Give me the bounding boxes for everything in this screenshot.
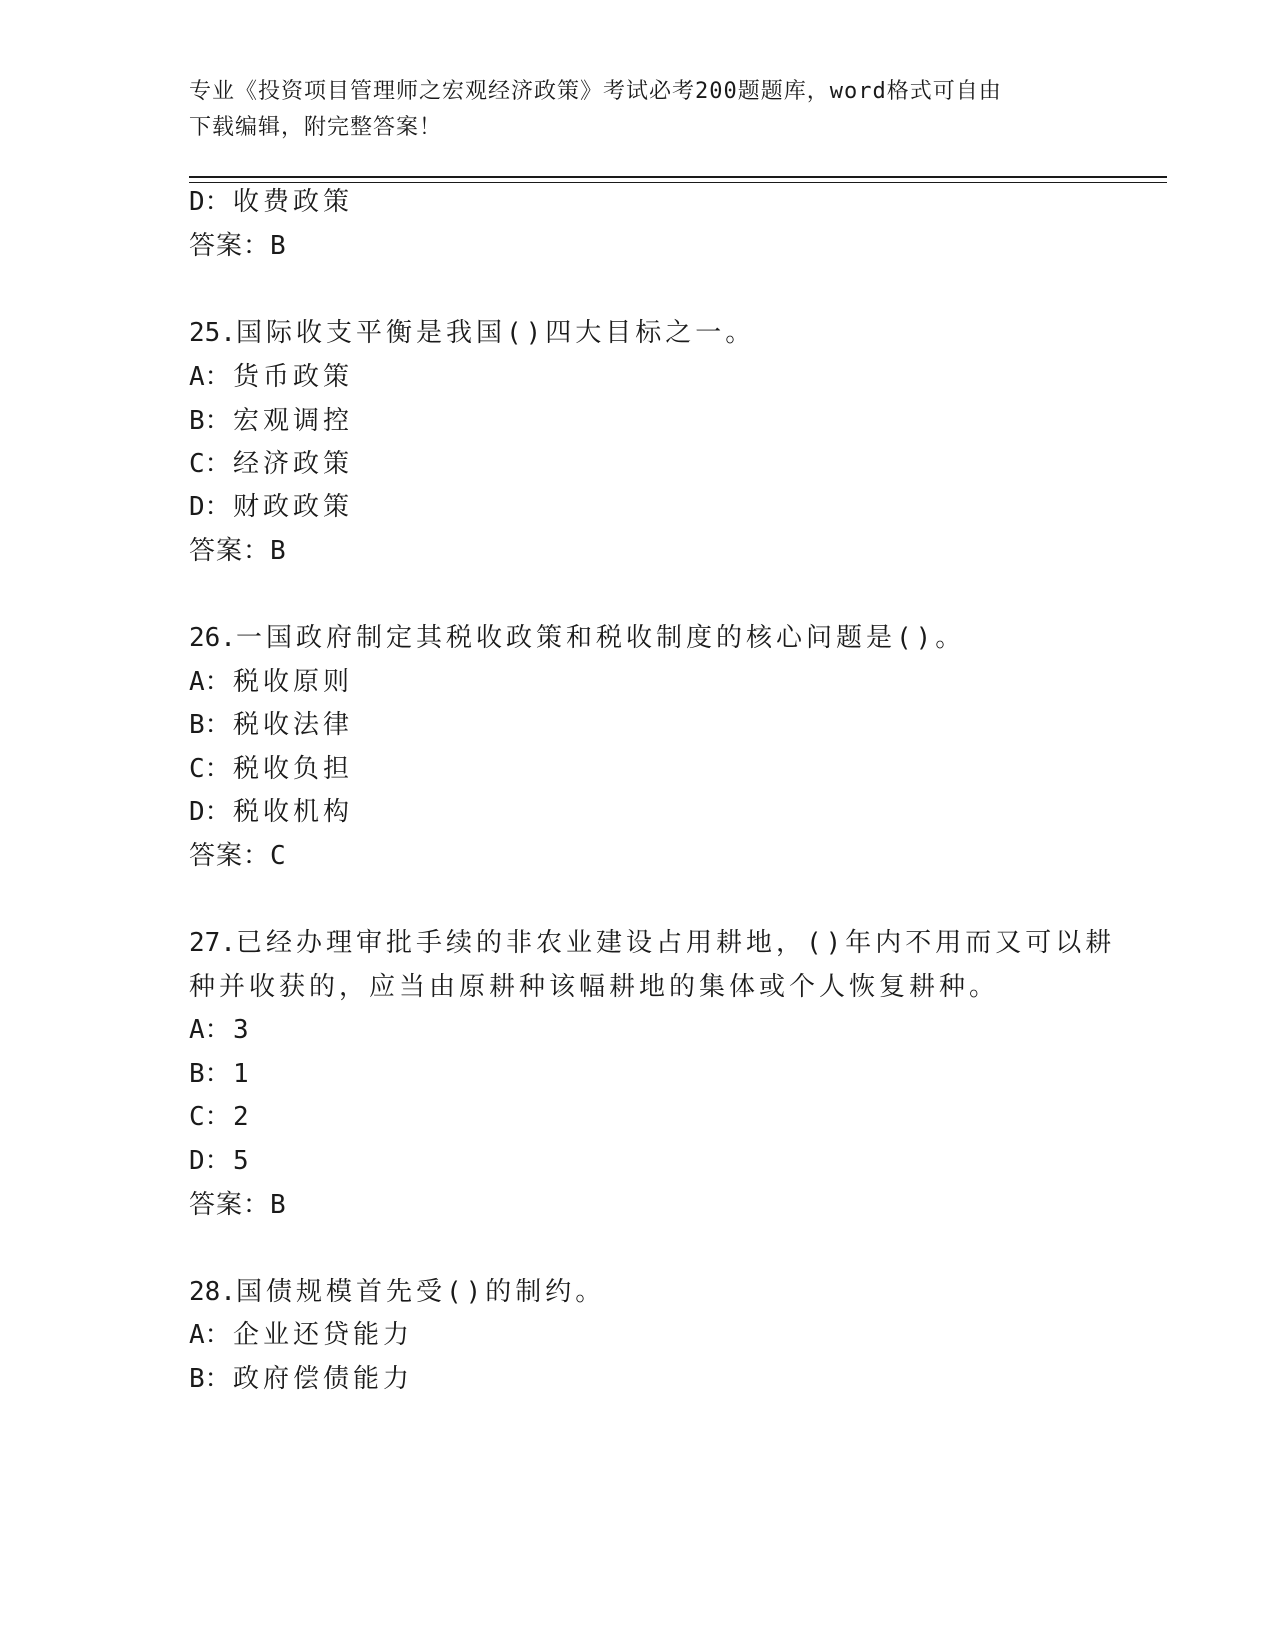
question-text: 已经办理审批手续的非农业建设占用耕地，()年内不用而又可以耕 [235, 928, 1116, 958]
option-key: A： [189, 1015, 231, 1045]
question-27-option-d [189, 1145, 253, 1177]
question-27-stem-line-1 [189, 927, 1115, 959]
option-key: A： [189, 667, 231, 697]
question-26-option-d [189, 796, 353, 828]
question-25-option-a [189, 361, 353, 393]
header-line-1: 专业《投资项目管理师之宏观经济政策》考试必考200题题库，word格式可自由 [189, 79, 1002, 104]
question-25-option-d [189, 491, 353, 523]
option-text: 政府偿债能力 [233, 1364, 414, 1394]
option-key: C： [189, 449, 231, 479]
question-number: 25. [189, 318, 236, 348]
question-28-option-b [189, 1363, 413, 1395]
question-26-option-b [189, 709, 353, 741]
option-key: B： [189, 710, 231, 740]
question-26-option-c [189, 753, 353, 785]
option-key: D： [189, 797, 231, 827]
question-27-option-c [189, 1101, 253, 1133]
header-divider-thick [189, 176, 1167, 178]
option-text: 宏观调控 [233, 406, 354, 436]
option-key: B： [189, 1059, 231, 1089]
question-text: 国债规模首先受()的制约。 [235, 1277, 606, 1307]
option-text: 税收法律 [233, 710, 354, 740]
question-text: 国际收支平衡是我国()四大目标之一。 [235, 318, 756, 348]
header-line-2: 下载编辑，附完整答案！ [189, 115, 443, 140]
option-text: 税收机构 [233, 797, 354, 827]
prev-option-d [189, 186, 353, 218]
question-26-option-a [189, 666, 353, 698]
question-28-stem [189, 1276, 605, 1308]
question-text: 一国政府制定其税收政策和税收制度的核心问题是()。 [235, 623, 966, 653]
option-key: B： [189, 1364, 231, 1394]
option-text: 3 [233, 1015, 253, 1045]
option-key: D： [189, 1146, 231, 1176]
option-text: 税收原则 [233, 667, 354, 697]
option-text: 货币政策 [233, 362, 354, 392]
option-key: D： [189, 187, 231, 217]
header-divider-thin [189, 182, 1167, 183]
option-key: A： [189, 1320, 231, 1350]
question-27-answer: 答案：B [189, 1190, 287, 1220]
question-25-option-c [189, 448, 353, 480]
question-25-stem [189, 317, 755, 349]
question-number: 26. [189, 623, 236, 653]
question-25-answer: 答案：B [189, 536, 287, 566]
option-text: 收费政策 [233, 187, 354, 217]
option-text: 1 [233, 1059, 253, 1089]
question-28-option-a [189, 1319, 413, 1351]
option-text: 财政政策 [233, 492, 354, 522]
option-key: A： [189, 362, 231, 392]
option-key: C： [189, 1102, 231, 1132]
question-25-option-b [189, 405, 353, 437]
question-number: 28. [189, 1277, 236, 1307]
question-26-answer: 答案：C [189, 841, 287, 871]
option-key: C： [189, 754, 231, 784]
question-27-option-b [189, 1058, 253, 1090]
option-text: 5 [233, 1146, 253, 1176]
prev-answer: 答案：B [189, 231, 287, 261]
option-text: 企业还贷能力 [233, 1320, 414, 1350]
question-27-stem-line-2: 种并收获的，应当由原耕种该幅耕地的集体或个人恢复耕种。 [189, 972, 1000, 1002]
option-text: 经济政策 [233, 449, 354, 479]
question-number: 27. [189, 928, 236, 958]
question-27-option-a [189, 1014, 253, 1046]
option-text: 税收负担 [233, 754, 354, 784]
document-header [189, 74, 1089, 146]
question-26-stem [189, 622, 965, 654]
option-key: D： [189, 492, 231, 522]
option-key: B： [189, 406, 231, 436]
option-text: 2 [233, 1102, 253, 1132]
